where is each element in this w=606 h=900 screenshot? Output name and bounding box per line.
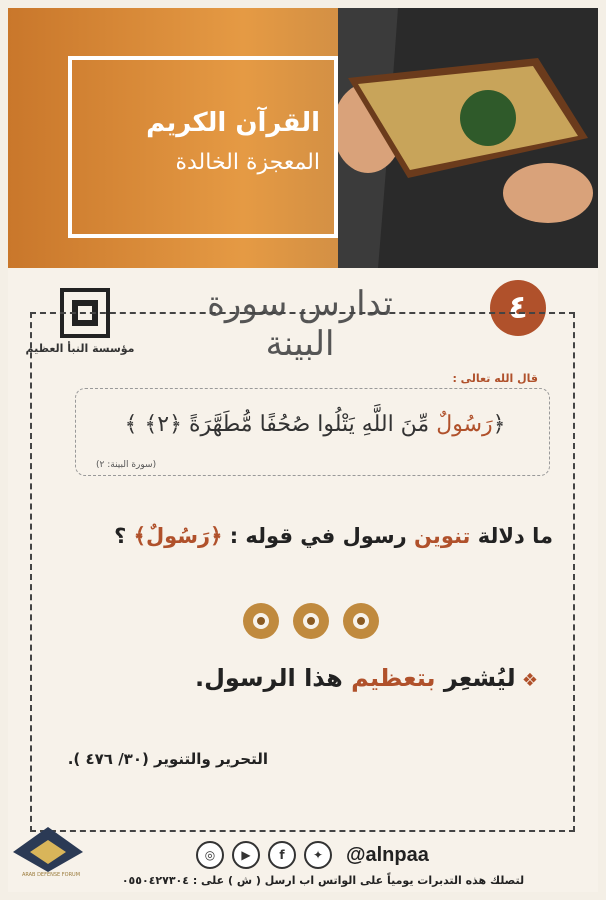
question-part2: رسول في قوله :	[222, 524, 415, 548]
verse-text	[95, 412, 535, 437]
answer-bullet-icon: ❖	[515, 670, 538, 691]
verse-rest: مِّنَ اللَّهِ يَتْلُوا صُحُفًا مُّطَهَّرَةً ﴿٢﴾ ﴾	[124, 412, 437, 437]
youtube-icon[interactable]: ▶	[232, 841, 260, 869]
answer-text	[138, 664, 538, 692]
header-frame	[68, 56, 338, 238]
source-citation: التحرير والتنوير (٣٠/ ٤٧٦ ).	[67, 750, 268, 768]
answer-part1: ليُشعِر	[435, 664, 516, 692]
verse-accent-word: رَسُولٌ	[436, 412, 493, 437]
header-banner	[8, 8, 598, 268]
person-reading-quran-image	[338, 8, 598, 268]
header-title: القرآن الكريم	[146, 108, 320, 138]
poster-card	[8, 8, 598, 892]
floral-ornaments-icon	[236, 596, 386, 646]
header-subtitle: المعجزة الخالدة	[175, 150, 320, 175]
question-quoted-word: ﴿رَسُولٌ﴾	[133, 524, 223, 548]
question-text	[53, 524, 553, 548]
question-part1: ما دلالة	[470, 524, 553, 548]
whatsapp-instruction: لتصلك هذه التدبرات يومياً على الواتس اب ارسل ( ش ) على : ٠٥٥٠٤٢٧٣٠٤	[121, 874, 525, 887]
verse-open-bracket: ﴿	[492, 412, 506, 437]
social-handle[interactable]: @alnpaa	[346, 843, 429, 866]
verse-reference: (سورة البينة: ٢)	[96, 460, 157, 470]
facebook-icon[interactable]: f	[268, 841, 296, 869]
lesson-number-badge: ٤	[490, 280, 546, 336]
verse-intro: قال الله تعالى :	[452, 372, 538, 385]
question-accent: تنوين	[414, 524, 471, 548]
social-links	[196, 838, 429, 872]
watermark-text: ARAB DEFENSE FORUM	[21, 872, 81, 878]
logo-caption: مؤسسة النبأ العظيم	[25, 342, 135, 355]
forum-watermark-logo	[8, 822, 88, 892]
answer-part2: هذا الرسول.	[194, 664, 352, 692]
surah-study-title: تدارس سورة البينة	[207, 284, 393, 364]
question-mark: ؟	[114, 524, 134, 548]
instagram-icon[interactable]: ◎	[196, 841, 224, 869]
answer-accent: بتعظيم	[351, 664, 436, 692]
twitter-icon[interactable]: ✦	[304, 841, 332, 869]
